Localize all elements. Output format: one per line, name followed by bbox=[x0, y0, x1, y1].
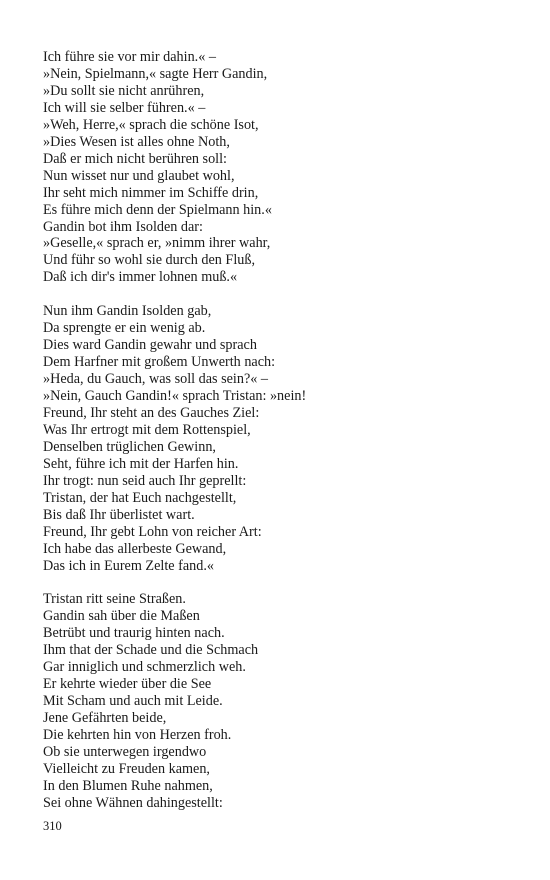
verse-line: »Weh, Herre,« sprach die schöne Isot, bbox=[43, 116, 259, 133]
verse-line: »Nein, Gauch Gandin!« sprach Tristan: »nein! bbox=[43, 388, 307, 405]
verse-line: Ihr seht mich nimmer im Schiffe drin, bbox=[43, 184, 259, 201]
verse-line: »Nein, Spielmann,« sagte Herr Gandin, bbox=[43, 65, 268, 82]
verse-line: Freund, Ihr steht an des Gauches Ziel: bbox=[43, 405, 260, 421]
verse-line: Das ich in Eurem Zelte fand.« bbox=[43, 557, 214, 574]
verse-line: Ob sie unterwegen irgendwo bbox=[43, 744, 207, 761]
verse-line: Gandin sah über die Maßen bbox=[43, 608, 200, 625]
stanza bbox=[43, 591, 523, 811]
verse-line: Betrübt und traurig hinten nach. bbox=[43, 625, 225, 642]
verse-line: Ich will sie selber führen.« – bbox=[43, 99, 206, 116]
verse-line: Daß er mich nicht berühren soll: bbox=[43, 150, 227, 167]
verse-line: Daß ich dir's immer lohnen muß.« bbox=[43, 269, 238, 286]
verse-line: Mit Scham und auch mit Leide. bbox=[43, 693, 223, 710]
verse-line: Gandin bot ihm Isolden dar: bbox=[43, 218, 203, 235]
verse-line: Gar inniglich und schmerzlich weh. bbox=[43, 659, 246, 676]
verse-line: Nun wisset nur und glaubet wohl, bbox=[43, 167, 235, 184]
verse-line: »Du sollt sie nicht anrühren, bbox=[43, 82, 205, 99]
stanza bbox=[43, 303, 523, 574]
verse-line: Die kehrten hin von Herzen froh. bbox=[43, 727, 232, 744]
stanza bbox=[43, 49, 523, 286]
verse-line: Jene Gefährten beide, bbox=[43, 710, 167, 727]
verse-line: Denselben trüglichen Gewinn, bbox=[43, 438, 216, 455]
verse-line: Seht, führe ich mit der Harfen hin. bbox=[43, 455, 239, 472]
verse-line: Ich habe das allerbeste Gewand, bbox=[43, 540, 227, 557]
verse-line: »Heda, du Gauch, was soll das sein?« – bbox=[43, 371, 268, 388]
verse-line: Was Ihr ertrogt mit dem Rottenspiel, bbox=[43, 421, 251, 438]
verse-line: Tristan, der hat Euch nachgestellt, bbox=[43, 489, 237, 506]
verse-line: »Geselle,« sprach er, »nimm ihrer wahr, bbox=[43, 235, 271, 252]
poem-text bbox=[43, 49, 523, 812]
verse-line: Sei ohne Wähnen dahingestellt: bbox=[43, 794, 223, 811]
verse-line: Dem Harfner mit großem Unwerth nach: bbox=[43, 354, 276, 371]
verse-line: Da sprengte er ein wenig ab. bbox=[43, 320, 206, 337]
verse-line: Ich führe sie vor mir dahin.« – bbox=[43, 49, 216, 65]
verse-line: Er kehrte wieder über die See bbox=[43, 676, 212, 693]
verse-line: In den Blumen Ruhe nahmen, bbox=[43, 777, 213, 794]
verse-line: »Dies Wesen ist alles ohne Noth, bbox=[43, 133, 230, 150]
verse-line: Freund, Ihr gebt Lohn von reicher Art: bbox=[43, 523, 262, 540]
verse-line: Tristan ritt seine Straßen. bbox=[43, 591, 186, 608]
verse-line: Und führ so wohl sie durch den Fluß, bbox=[43, 252, 256, 269]
verse-line: Es führe mich denn der Spielmann hin.« bbox=[43, 201, 272, 218]
verse-line: Ihr trogt: nun seid auch Ihr geprellt: bbox=[43, 472, 247, 489]
verse-line: Bis daß Ihr überlistet wart. bbox=[43, 506, 195, 523]
verse-line: Vielleicht zu Freuden kamen, bbox=[43, 761, 210, 777]
verse-line: Dies ward Gandin gewahr und sprach bbox=[43, 337, 257, 354]
verse-line: Nun ihm Gandin Isolden gab, bbox=[43, 303, 212, 320]
page-number: 310 bbox=[43, 819, 62, 833]
verse-line: Ihm that der Schade und die Schmach bbox=[43, 642, 259, 659]
